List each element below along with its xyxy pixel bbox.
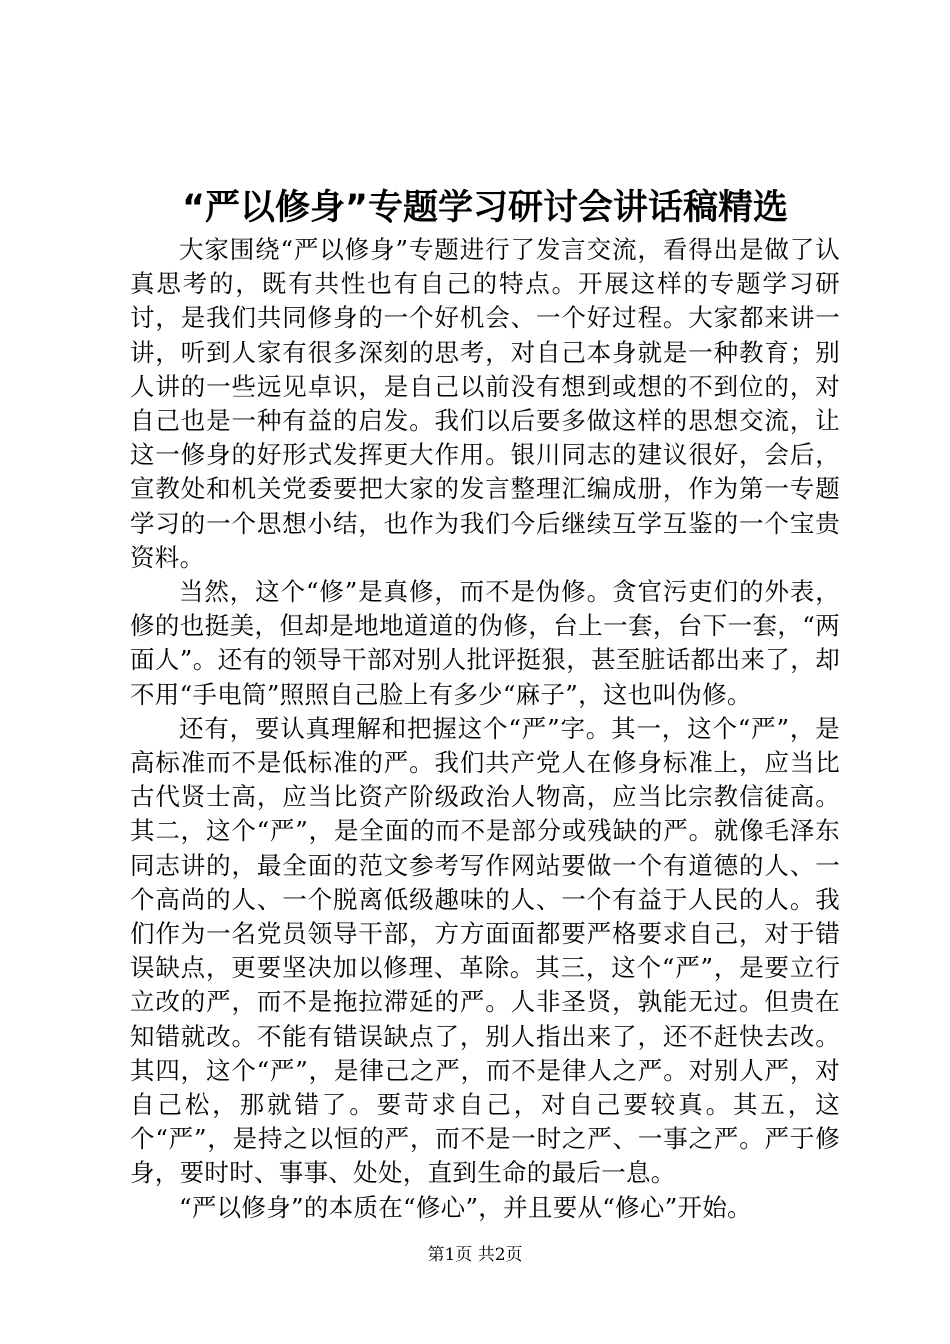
paragraph: 大家围绕“严以修身”专题进行了发言交流，看得出是做了认真思考的，既有共性也有自己的特点。开展这样的专题学习研讨，是我们共同修身的一个好机会、一个好过程。大家都来讲一讲，听到人家有很多深刻的思考，对自己本身就是一种教育；别人讲的一些远见卓识，是自己以前没有想到或想的不到位的，对自己也是一种有益的启发。我们以后要多做这样的思想交流，让这一修身的好形式发挥更大作用。银川同志的建议很好，会后，宣教处和机关党委要把大家的发言整理汇编成册，作为第一专题学习的一个思想小结，也作为我们今后继续互学互鉴的一个宝贵资料。 [130,235,840,572]
page-number-footer: 第1页 共2页 [427,1245,523,1265]
document-body [130,233,840,1225]
paragraph: 当然，这个“修”是真修，而不是伪修。贪官污吏们的外表，修的也挺美，但却是地地道道的伪修，台上一套，台下一套，“两面人”。还有的领导干部对别人批评挺狠，甚至脏话都出来了，却不用“手电筒”照照自己脸上有多少“麻子”，这也叫伪修。 [130,577,840,709]
paragraph: “严以修身”的本质在“修心”，并且要从“修心”开始。 [179,1192,752,1222]
paragraph: 还有，要认真理解和把握这个“严”字。其一，这个“严”，是高标准而不是低标准的严。我们共产党人在修身标准上，应当比古代贤士高，应当比资产阶级政治人物高，应当比宗教信徒高。其二，这个“严”，是全面的而不是部分或残缺的严。就像毛泽东同志讲的，最全面的范文参考写作网站要做一个有道德的人、一个高尚的人、一个脱离低级趣味的人、一个有益于人民的人。我们作为一名党员领导干部，方方面面都要严格要求自己，对于错误缺点，更要坚决加以修理、革除。其三，这个“严”，是要立行立改的严，而不是拖拉滞延的严。人非圣贤，孰能无过。但贵在知错就改。不能有错误缺点了，别人指出来了，还不赶快去改。其四，这个“严”，是律己之严，而不是律人之严。对别人严，对自己松，那就错了。要苛求自己，对自己要较真。其五，这个“严”，是持之以恒的严，而不是一时之严、一事之严。严于修身，要时时、事事、处处，直到生命的最后一息。 [130,713,840,1188]
document-title: “严以修身”专题学习研讨会讲话稿精选 [181,188,788,228]
